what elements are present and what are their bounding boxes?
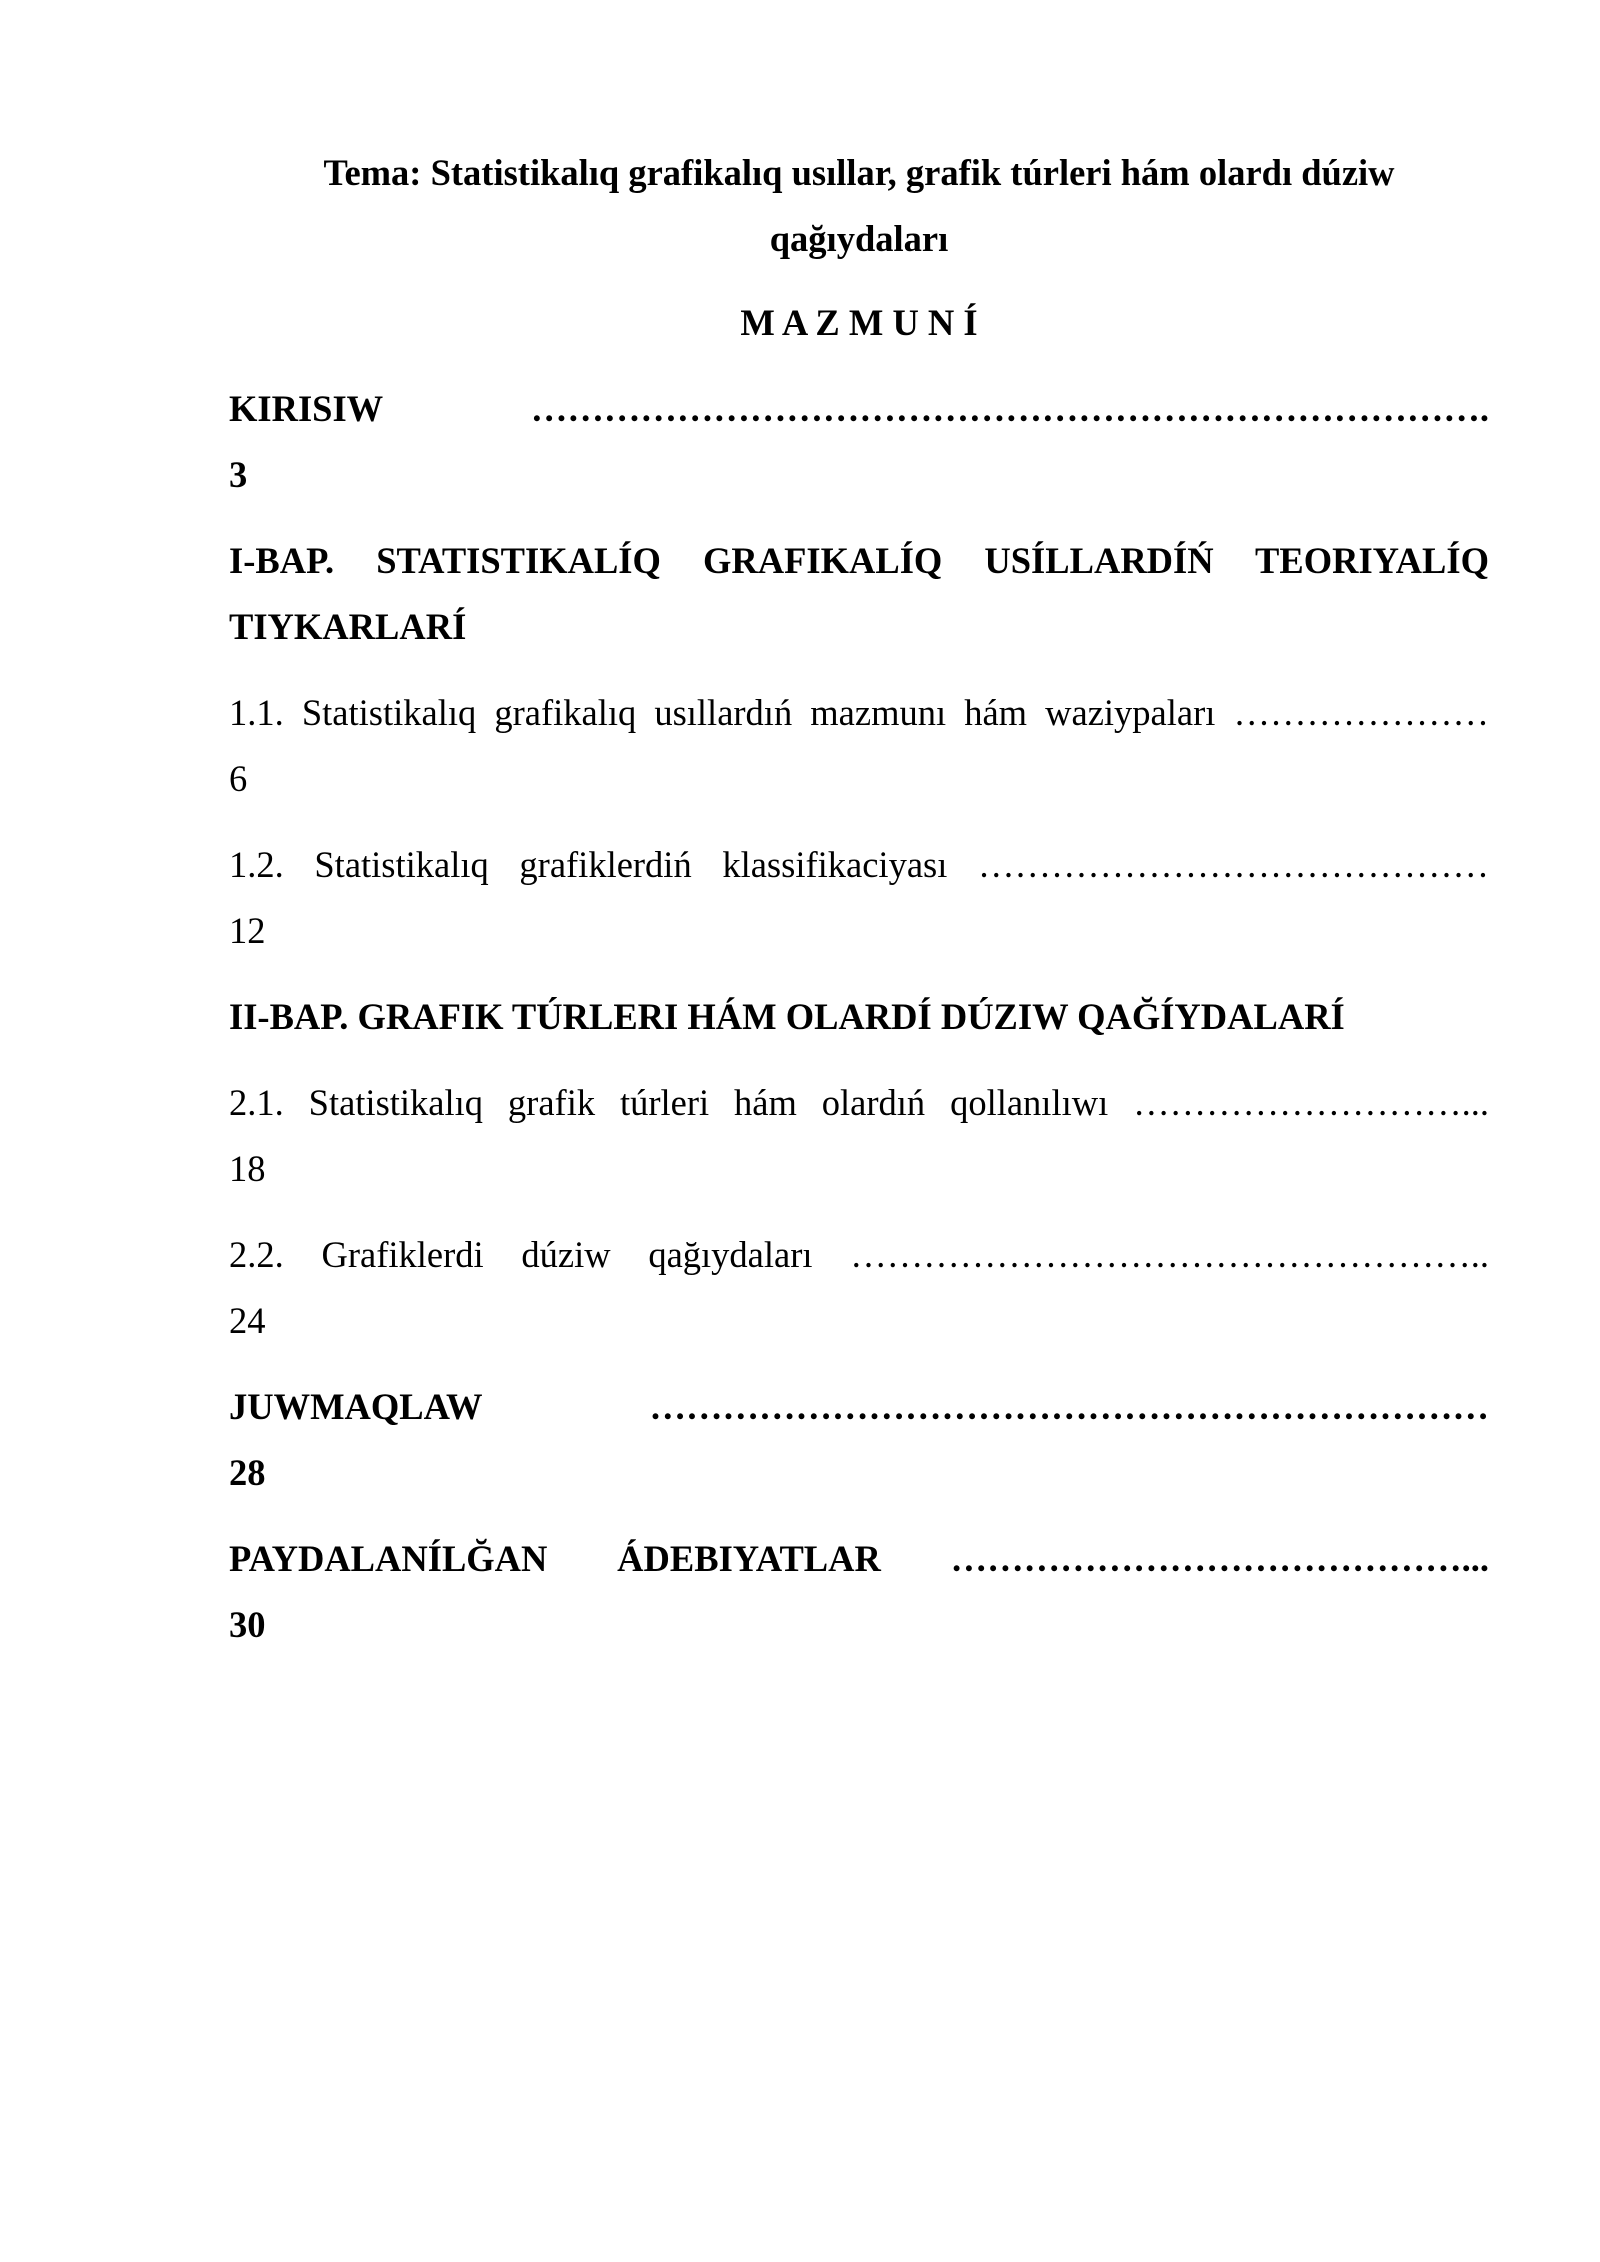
toc-page-number: 3	[229, 454, 248, 495]
title-line-1: Tema: Statistikalıq grafikalıq usıllar, grafik túrleri hám olardı dúziw	[323, 152, 1395, 193]
document-title	[229, 140, 1489, 272]
document-page	[229, 140, 1489, 1658]
toc-entry-introduction	[229, 376, 1489, 508]
toc-entry-section-1-1	[229, 680, 1489, 812]
toc-entry-text: PAYDALANÍLĞAN ÁDEBIYATLAR ……………………………………...	[229, 1538, 1489, 1579]
toc-entry-references	[229, 1526, 1489, 1658]
toc-page-number: 28	[229, 1452, 266, 1493]
toc-entry-section-2-2	[229, 1222, 1489, 1354]
toc-entry-text: I-BAP. STATISTIKALÍQ GRAFIKALÍQ USÍLLARDÍŃ TEORIYALÍQ	[229, 540, 1489, 581]
toc-entry-chapter-2	[229, 984, 1489, 1050]
toc-entry-text: 1.1. Statistikalıq grafikalıq usıllardıń mazmunı hám waziypaları …………………	[229, 692, 1489, 733]
toc-entry-section-2-1	[229, 1070, 1489, 1202]
toc-entry-text-continuation: TIYKARLARÍ	[229, 606, 467, 647]
toc-entry-conclusion	[229, 1374, 1489, 1506]
toc-page-number: 12	[229, 910, 266, 951]
toc-page-number: 6	[229, 758, 248, 799]
toc-entry-text: II-BAP. GRAFIK TÚRLERI HÁM OLARDÍ DÚZIW QAĞÍYDALARÍ	[229, 996, 1345, 1037]
toc-entry-text: 1.2. Statistikalıq grafiklerdiń klassifikaciyası ……………………………………	[229, 844, 1489, 885]
toc-entry-section-1-2	[229, 832, 1489, 964]
toc-entry-text: 2.2. Grafiklerdi dúziw qağıydaları ……………………………………………..	[229, 1234, 1489, 1275]
contents-heading: M A Z M U N Í	[740, 302, 978, 343]
toc-entry-text: 2.1. Statistikalıq grafik túrleri hám olardıń qollanılıwı ………………………...	[229, 1082, 1489, 1123]
toc-entry-text: KIRISIW …………………………………………………………………….	[229, 388, 1489, 429]
toc-page-number: 24	[229, 1300, 266, 1341]
toc-page-number: 18	[229, 1148, 266, 1189]
toc-entry-text: JUWMAQLAW ……………………………………………………………	[229, 1386, 1489, 1427]
title-line-2: qağıydaları	[769, 218, 949, 259]
toc-page-number: 30	[229, 1604, 266, 1645]
toc-entry-chapter-1	[229, 528, 1489, 660]
